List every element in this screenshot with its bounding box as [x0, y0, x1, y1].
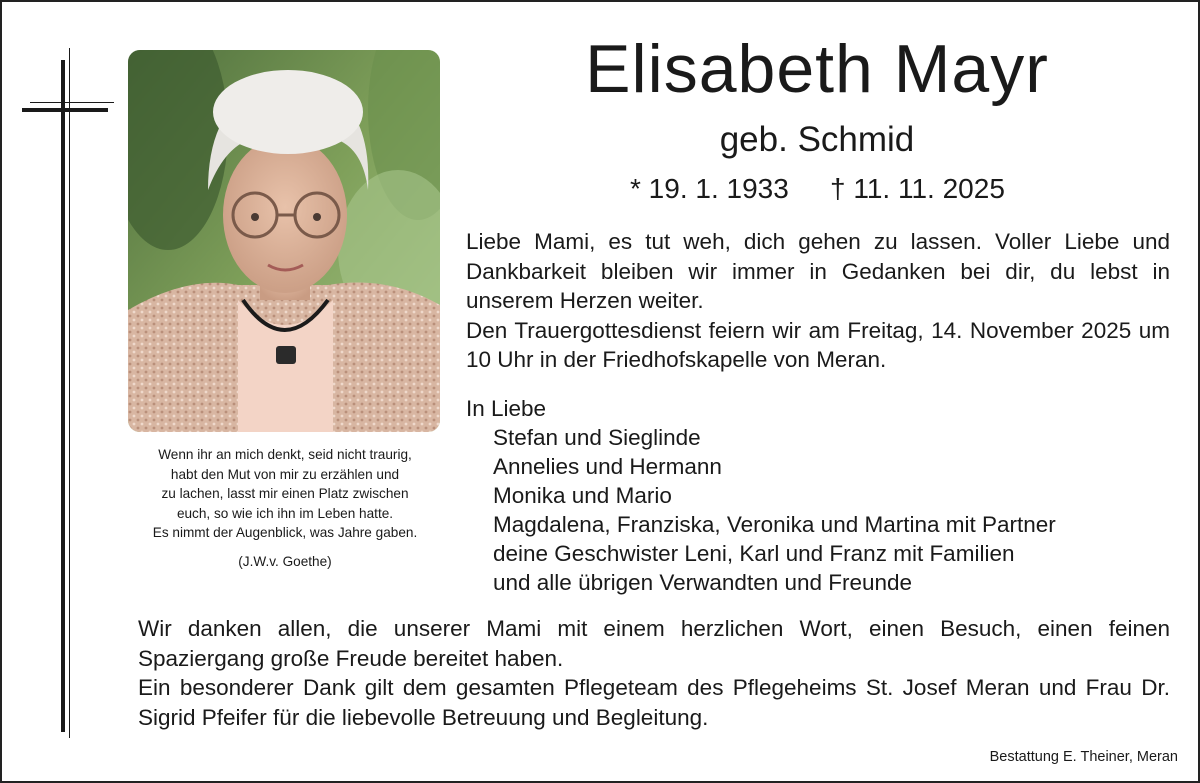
portrait-photo: [128, 50, 440, 432]
family-member: Annelies und Hermann: [493, 454, 722, 479]
message-paragraph: Liebe Mami, es tut weh, dich gehen zu lassen. Voller Liebe und Dankbarkeit bleiben wir immer in Gedanken bei dir, du lebst in unserem Herzen weiter.: [466, 229, 1170, 313]
goethe-quote: [120, 445, 450, 571]
family-intro: In Liebe: [466, 396, 547, 421]
quote-line: Es nimmt der Augenblick, was Jahre gaben.: [152, 525, 418, 540]
thanks-paragraph: Wir danken allen, die unserer Mami mit einem herzlichen Wort, einen Besuch, einen feinen Spaziergang große Freude bereitet haben.: [138, 616, 1170, 671]
family-member: Monika und Mario: [493, 483, 672, 508]
death-date: † 11. 11. 2025: [830, 173, 1005, 204]
quote-author: (J.W.v. Goethe): [238, 553, 332, 569]
birth-name: geb. Schmid: [719, 120, 915, 159]
family-list: [466, 394, 1170, 597]
quote-line: euch, so wie ich ihn im Leben hatte.: [176, 505, 394, 521]
quote-line: habt den Mut von mir zu erzählen und: [170, 466, 400, 482]
service-paragraph: Den Trauergottesdienst feiern wir am Freitag, 14. November 2025 um 10 Uhr in der Friedhofskapelle von Meran.: [466, 317, 1170, 372]
quote-line: Wenn ihr an mich denkt, seid nicht traurig,: [158, 447, 412, 462]
family-member: Magdalena, Franziska, Veronika und Martina mit Partner: [493, 512, 1056, 537]
family-member: und alle übrigen Verwandten und Freunde: [493, 570, 913, 595]
thanks-text: [138, 614, 1170, 732]
family-member: deine Geschwister Leni, Karl und Franz mit Familien: [493, 541, 1015, 566]
birth-date: * 19. 1. 1933: [630, 173, 789, 204]
quote-line: zu lachen, lasst mir einen Platz zwischen: [161, 486, 409, 501]
thanks-paragraph: Ein besonderer Dank gilt dem gesamten Pflegeteam des Pflegeheims St. Josef Meran und Frau Dr. Sigrid Pfeifer für die liebevolle Betreuung und Begleitung.: [138, 675, 1170, 730]
undertaker-credit: Bestattung E. Theiner, Meran: [989, 749, 1178, 765]
farewell-message: [466, 227, 1170, 375]
family-member: Stefan und Sieglinde: [493, 425, 701, 450]
family-members: [466, 423, 1170, 597]
deceased-name: Elisabeth Mayr: [585, 31, 1049, 107]
